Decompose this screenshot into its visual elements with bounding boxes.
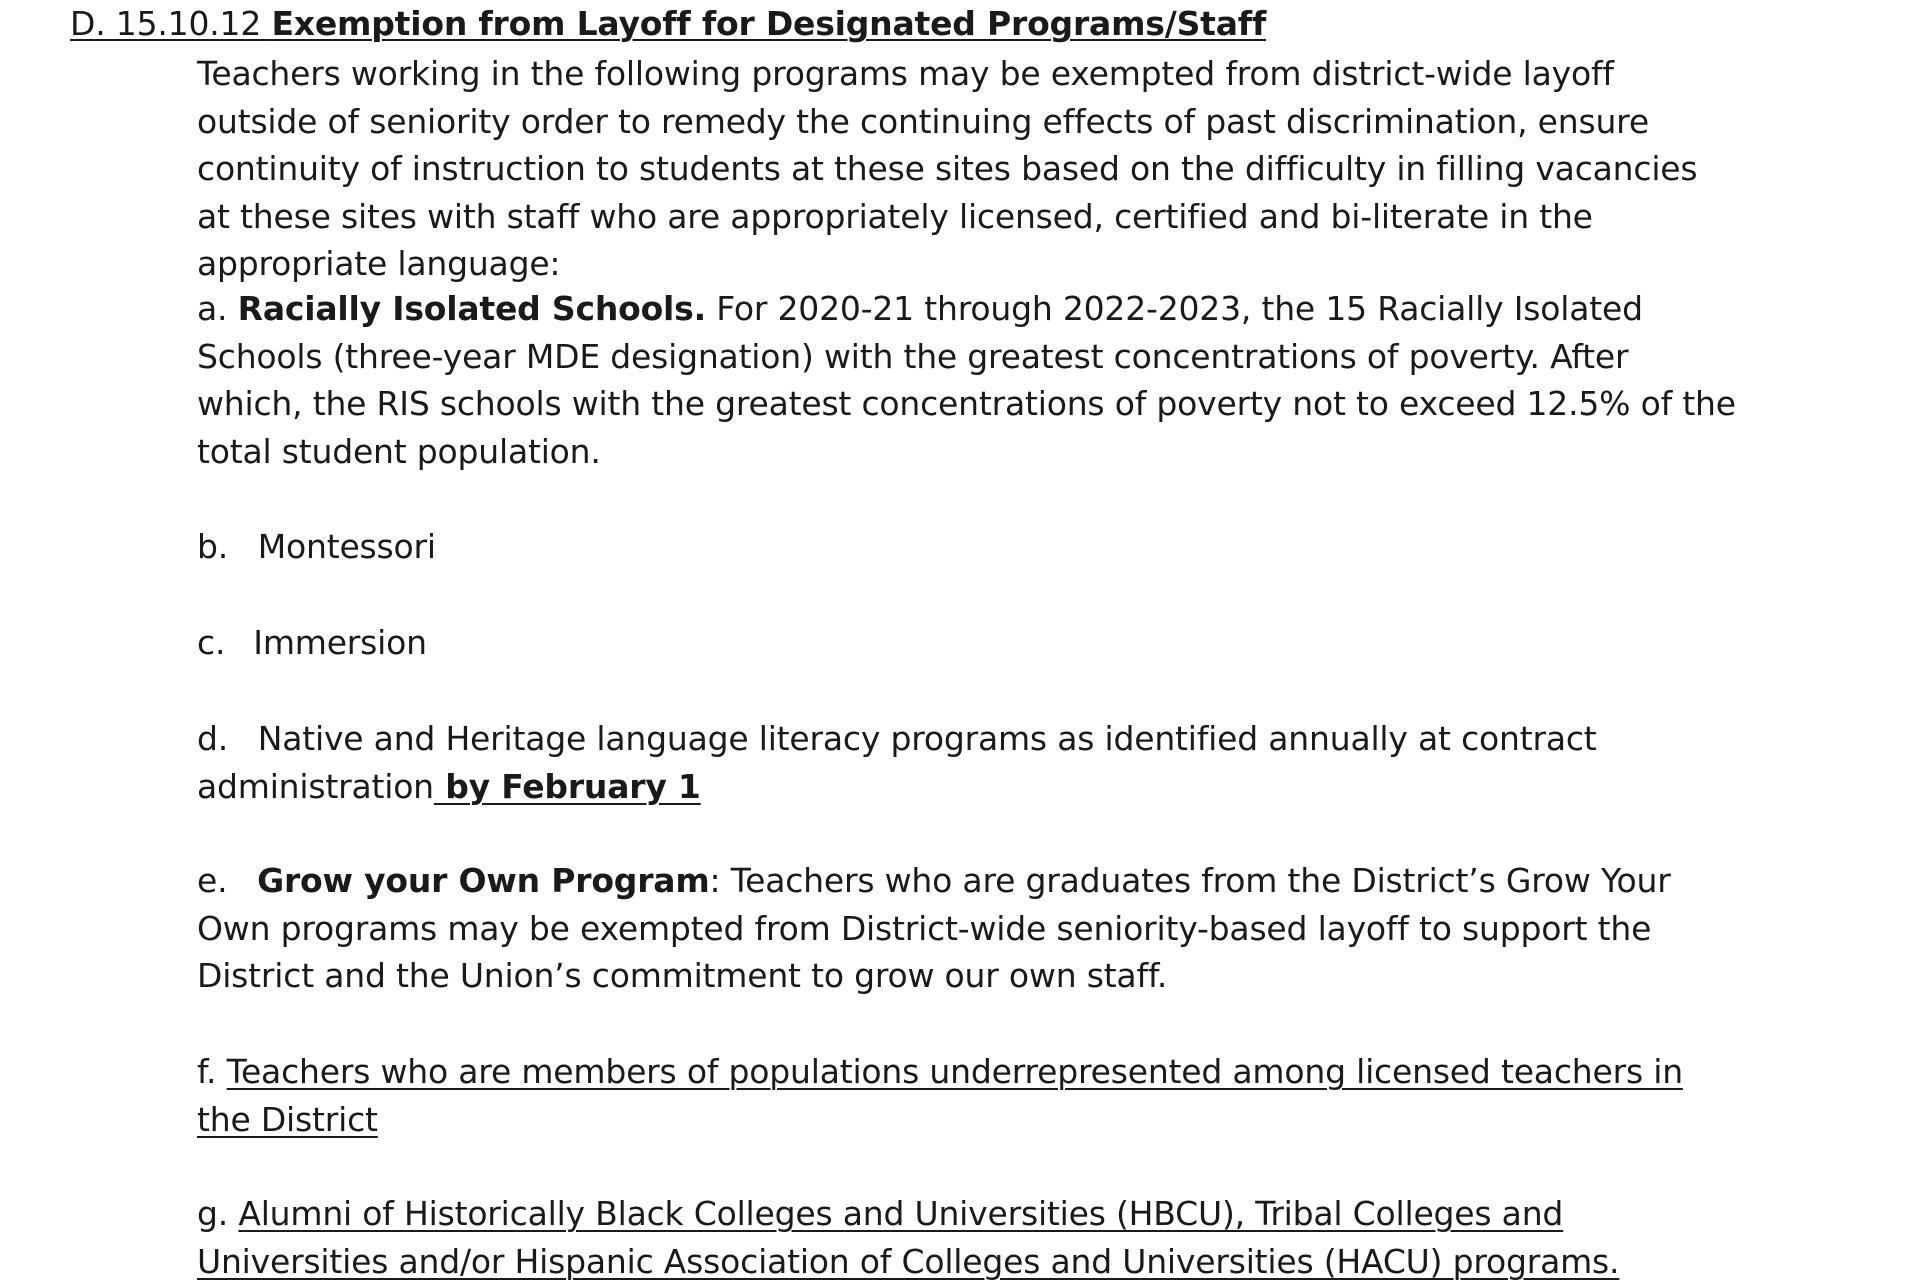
intro-text: Teachers working in the following programs may be exempted from district-wide layoff outside of seniority order to remedy the continuing effects of past discrimination, ensure continuity of instruction to students at these sites based on the difficulty in filling vacancies at these sites with staff who are appropriately licensed, certified and bi-literate in the appropriate language: <box>197 54 1698 283</box>
item-marker: b. <box>197 527 229 566</box>
list-item-f <box>197 1048 1737 1143</box>
section-heading <box>70 0 1266 48</box>
item-d-text: Native and Heritage language literacy programs as identified annually at contract administration <box>197 719 1597 806</box>
item-marker: c. <box>197 623 226 662</box>
item-b-text: Montessori <box>257 527 436 566</box>
section-number: D. 15.10.12 <box>70 4 272 43</box>
item-marker: d. <box>197 719 229 758</box>
item-marker: f. <box>197 1052 227 1091</box>
item-d-deadline: by February 1 <box>433 766 701 806</box>
item-marker: e. <box>197 861 228 900</box>
item-e-title: Grow your Own Program <box>257 861 710 900</box>
list-item-a <box>197 285 1737 475</box>
item-a-title: Racially Isolated Schools. <box>237 289 706 328</box>
item-marker: a. <box>197 289 238 328</box>
item-a-text: For 2020-21 through 2022-2023, the 15 Racially Isolated Schools (three-year MDE designation) with the greatest concentrations of poverty. After which, the RIS schools with the greatest concentrations of poverty not to exceed 12.5% of the total student population. <box>197 289 1736 471</box>
intro-paragraph <box>197 50 1737 288</box>
item-c-text: Immersion <box>253 623 427 662</box>
item-f-text: Teachers who are members of populations underrepresented among licensed teachers in the District <box>197 1052 1683 1139</box>
list-item-b <box>197 523 1737 571</box>
item-marker: g. <box>197 1194 239 1233</box>
item-g-text: Alumni of Historically Black Colleges and Universities (HBCU), Tribal Colleges and Universities and/or Hispanic Association of Colleges and Universities (HACU) programs. <box>197 1194 1620 1280</box>
list-item-c <box>197 619 1737 667</box>
list-item-d <box>197 715 1737 810</box>
list-item-e <box>197 857 1737 1000</box>
item-e-text: : Teachers who are graduates from the District’s Grow Your Own programs may be exempted from District-wide seniority-based layoff to support the District and the Union’s commitment to grow our own staff. <box>197 861 1671 995</box>
section-title: Exemption from Layoff for Designated Programs/Staff <box>271 4 1267 43</box>
list-item-g <box>197 1190 1737 1280</box>
